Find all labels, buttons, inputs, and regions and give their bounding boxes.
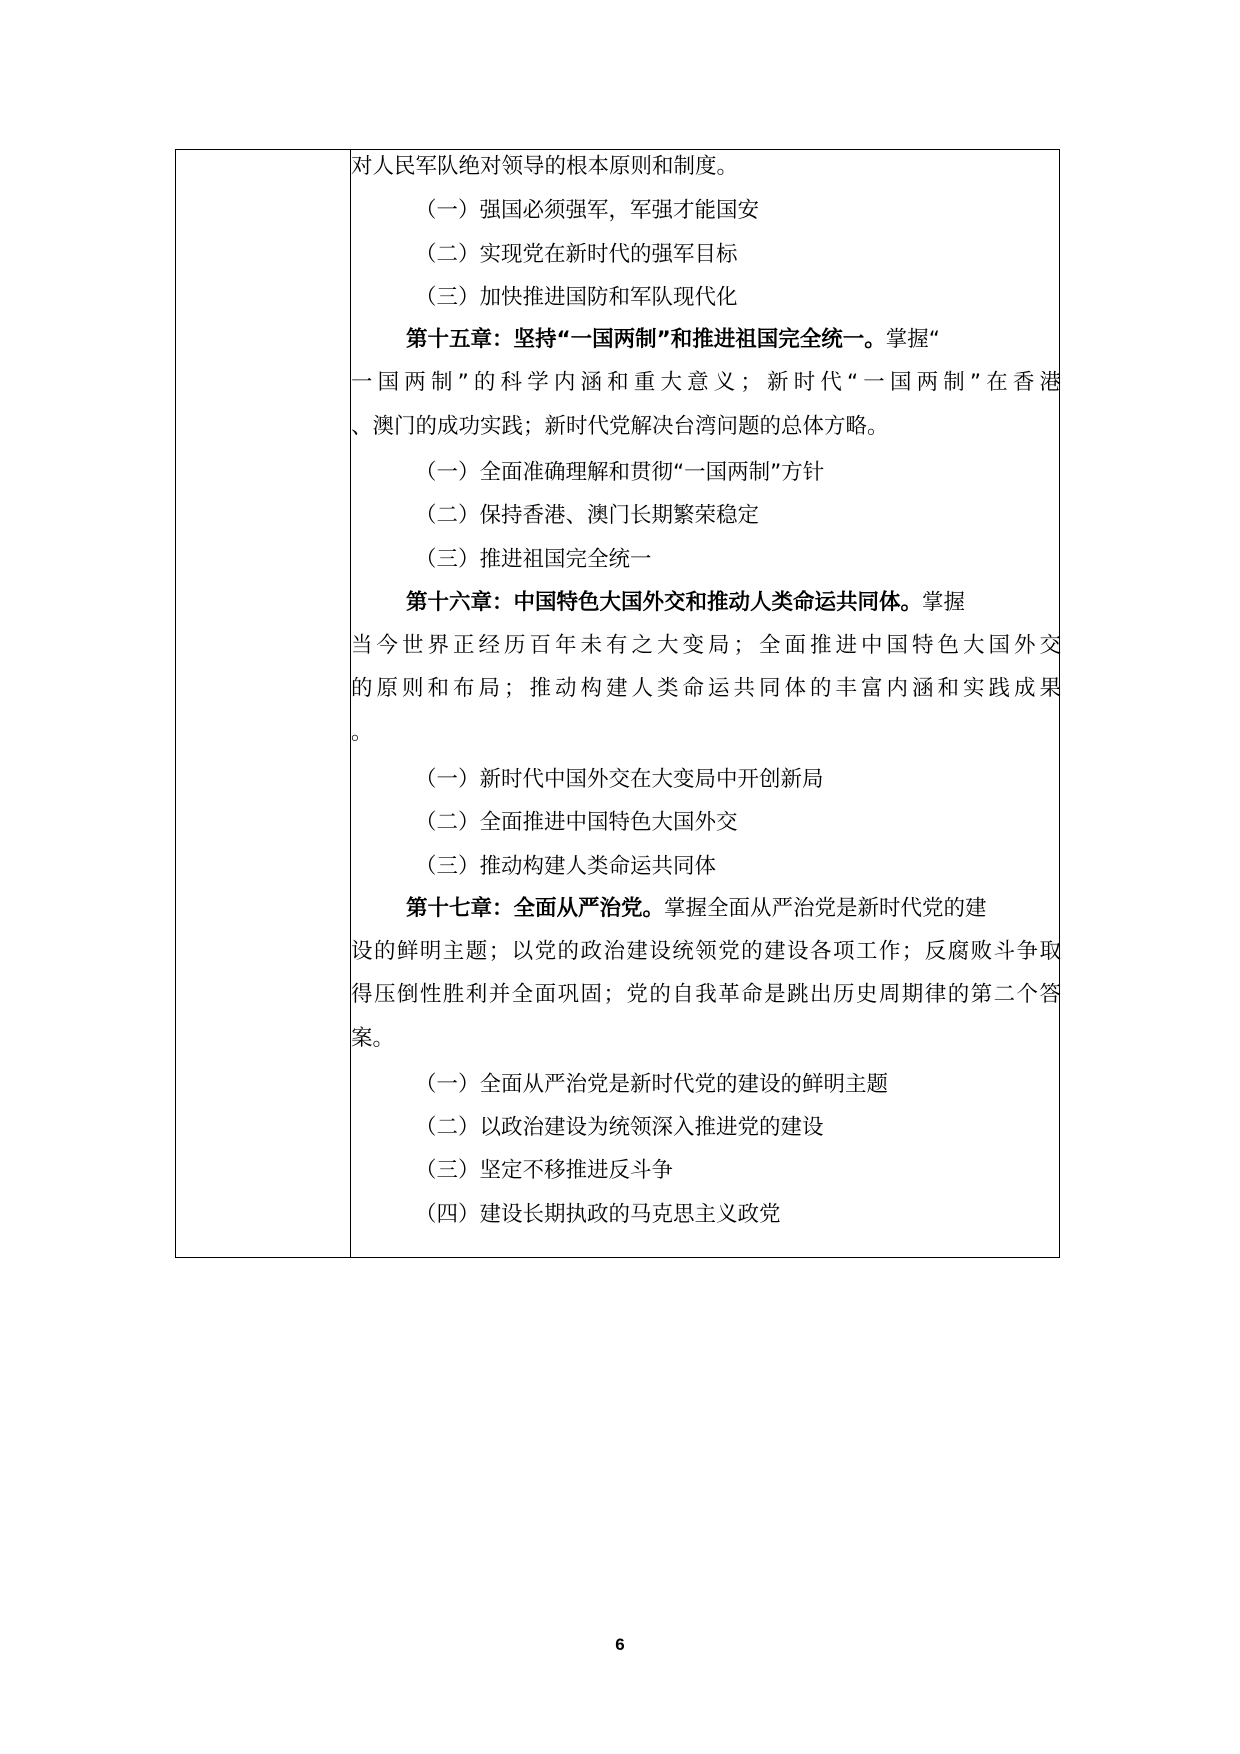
- table-right-column: [351, 150, 1059, 1257]
- paragraph-line: 设的鲜明主题；以党的政治建设统领党的建设各项工作；反腐败斗争取: [351, 939, 1061, 964]
- section-item: （二）保持香港、澳门长期繁荣稳定: [415, 503, 760, 528]
- chapter-summary: 掌握“: [885, 327, 940, 352]
- paragraph-line: 一国两制”的科学内涵和重大意义；新时代“一国两制”在香港: [351, 370, 1061, 395]
- section-item: （三）推进祖国完全统一: [415, 547, 652, 572]
- section-item: （三）加快推进国防和军队现代化: [415, 285, 738, 310]
- document-table: [175, 149, 1060, 1258]
- paragraph-line: 。: [351, 720, 373, 745]
- section-item: （一）全面准确理解和贯彻“一国两制”方针: [415, 460, 825, 485]
- chapter-title: 第十五章：坚持“一国两制”和推进祖国完全统一。: [406, 327, 886, 352]
- paragraph-line: 得压倒性胜利并全面巩固；党的自我革命是跳出历史周期律的第二个答: [351, 982, 1061, 1007]
- section-item: （二）以政治建设为统领深入推进党的建设: [415, 1115, 824, 1140]
- table-left-column: [176, 150, 351, 1257]
- paragraph-line: 、澳门的成功实践；新时代党解决台湾问题的总体方略。: [351, 414, 889, 439]
- paragraph-line: 的原则和布局；推动构建人类命运共同体的丰富内涵和实践成果: [351, 676, 1061, 701]
- section-item: （四）建设长期执政的马克思主义政党: [415, 1202, 781, 1227]
- section-item: （一）全面从严治党是新时代党的建设的鲜明主题: [415, 1072, 889, 1097]
- chapter-summary: 掌握: [922, 590, 966, 615]
- chapter-title: 第十七章：全面从严治党。: [406, 896, 665, 921]
- paragraph-line: 当今世界正经历百年未有之大变局；全面推进中国特色大国外交: [351, 633, 1061, 658]
- section-item: （三）坚定不移推进反斗争: [415, 1158, 674, 1183]
- section-item: （二）实现党在新时代的强军目标: [415, 242, 738, 267]
- page-number: 6: [615, 1635, 625, 1654]
- section-item: （一）强国必须强军，军强才能国安: [415, 198, 760, 223]
- chapter-paragraph: [351, 320, 1061, 360]
- chapter-paragraph: [351, 889, 1061, 929]
- section-item: （三）推动构建人类命运共同体: [415, 854, 717, 879]
- chapter-summary: 掌握全面从严治党是新时代党的建: [664, 896, 987, 921]
- paragraph-line: 案。: [351, 1026, 395, 1051]
- section-item: （二）全面推进中国特色大国外交: [415, 810, 738, 835]
- section-item: （一）新时代中国外交在大变局中开创新局: [415, 767, 824, 792]
- chapter-paragraph: [351, 583, 1061, 623]
- chapter-title: 第十六章：中国特色大国外交和推动人类命运共同体。: [406, 590, 923, 615]
- paragraph-line: 对人民军队绝对领导的根本原则和制度。: [351, 154, 739, 179]
